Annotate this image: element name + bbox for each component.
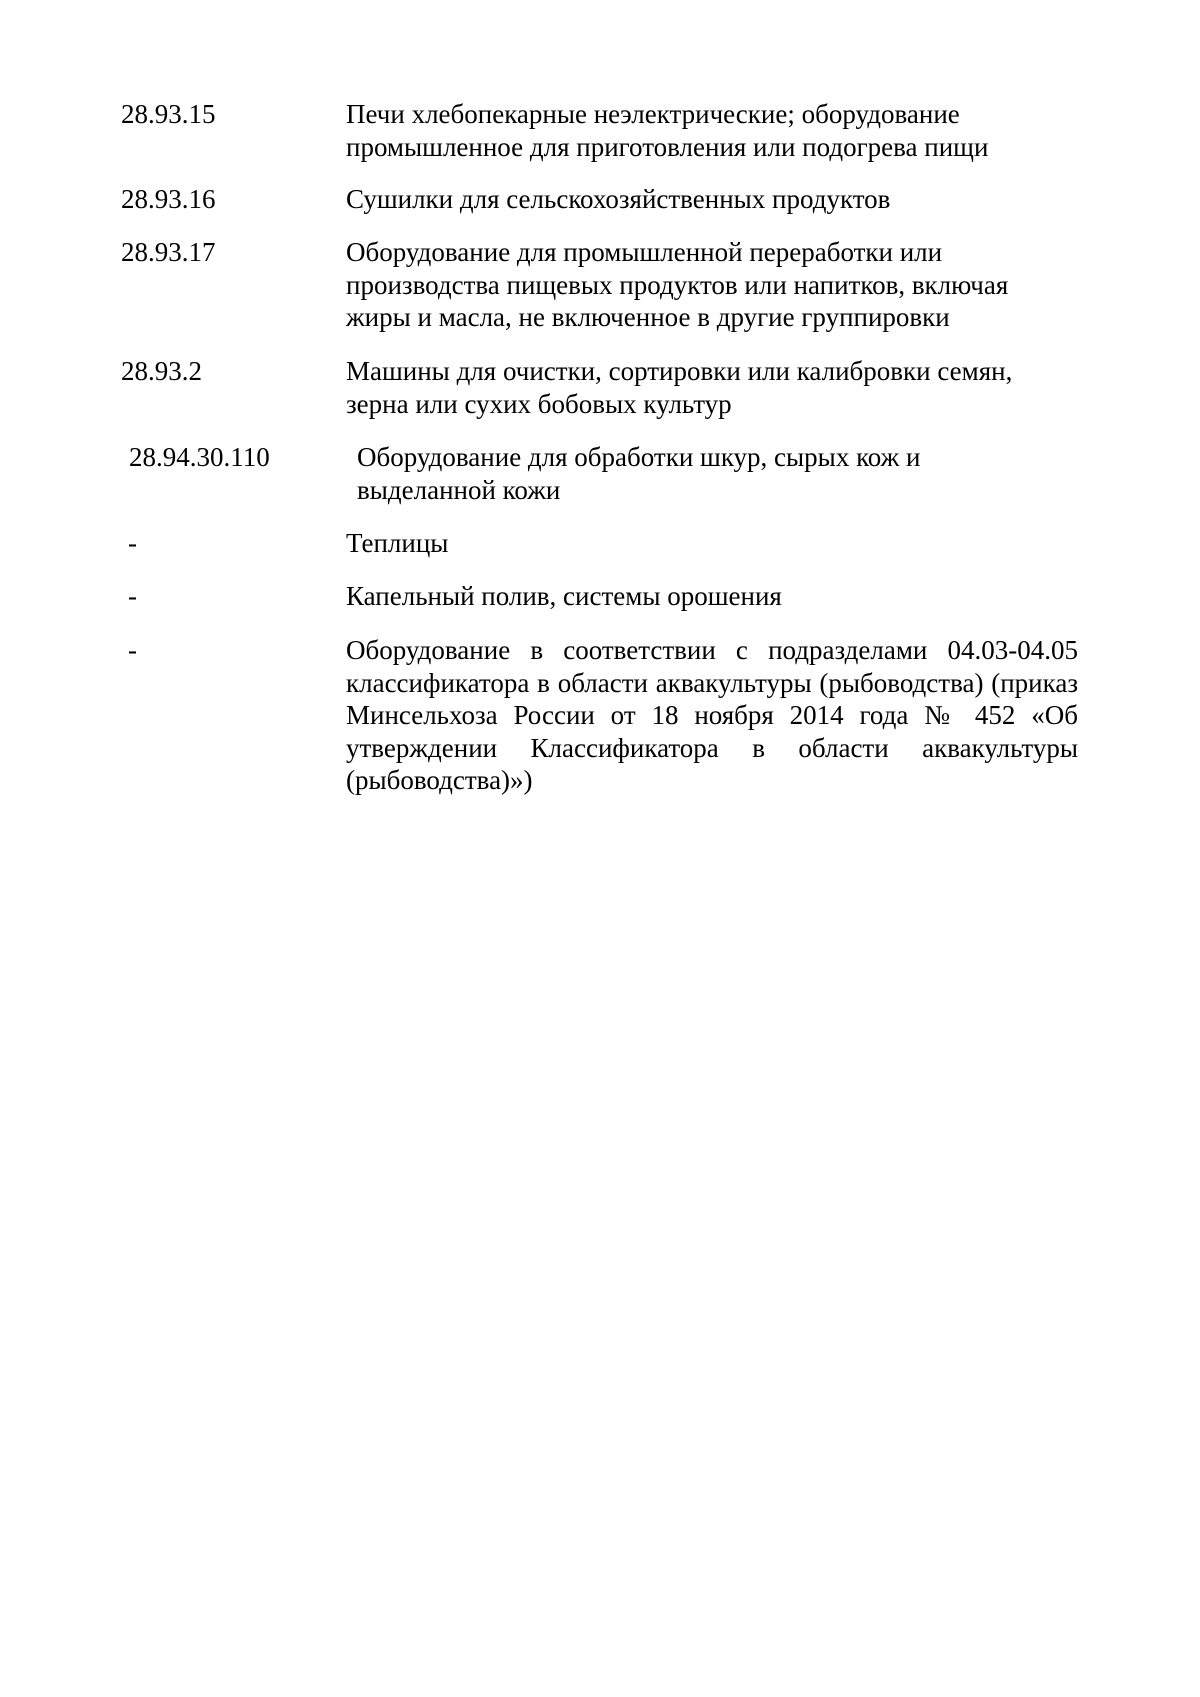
row-description: Оборудование в соответствии с подразделами 04.03-04.05 классификатора в области аквакультуры (рыбоводства) (приказ Минсельхоза России от 18 ноября 2014 года № 452 «Об утверждении Классификатора в области аквакультуры (рыбоводства)»): [346, 635, 1078, 795]
row-code: -: [128, 528, 137, 558]
row-description: Капельный полив, системы орошения: [346, 581, 782, 611]
row-code: 28.94.30.110: [129, 442, 270, 472]
row-description: Оборудование для промышленной переработки или производства пищевых продуктов или напитков, включая жиры и масла, не включенное в другие группировки: [346, 237, 1009, 332]
row-code: 28.93.2: [121, 356, 202, 386]
row-code: 28.93.17: [121, 237, 216, 267]
row-description: Теплицы: [346, 528, 449, 558]
row-description: Машины для очистки, сортировки или калибровки семян, зерна или сухих бобовых культур: [346, 356, 1013, 419]
row-description: Печи хлебопекарные неэлектрические; оборудование промышленное для приготовления или подогрева пищи: [346, 99, 989, 162]
row-code: 28.93.15: [121, 99, 216, 129]
row-description: Сушилки для сельскохозяйственных продуктов: [346, 184, 891, 214]
row-code: 28.93.16: [121, 184, 216, 214]
row-description: Оборудование для обработки шкур, сырых кож и выделанной кожи: [357, 442, 921, 505]
row-code: -: [128, 635, 137, 665]
row-code: -: [128, 581, 137, 611]
